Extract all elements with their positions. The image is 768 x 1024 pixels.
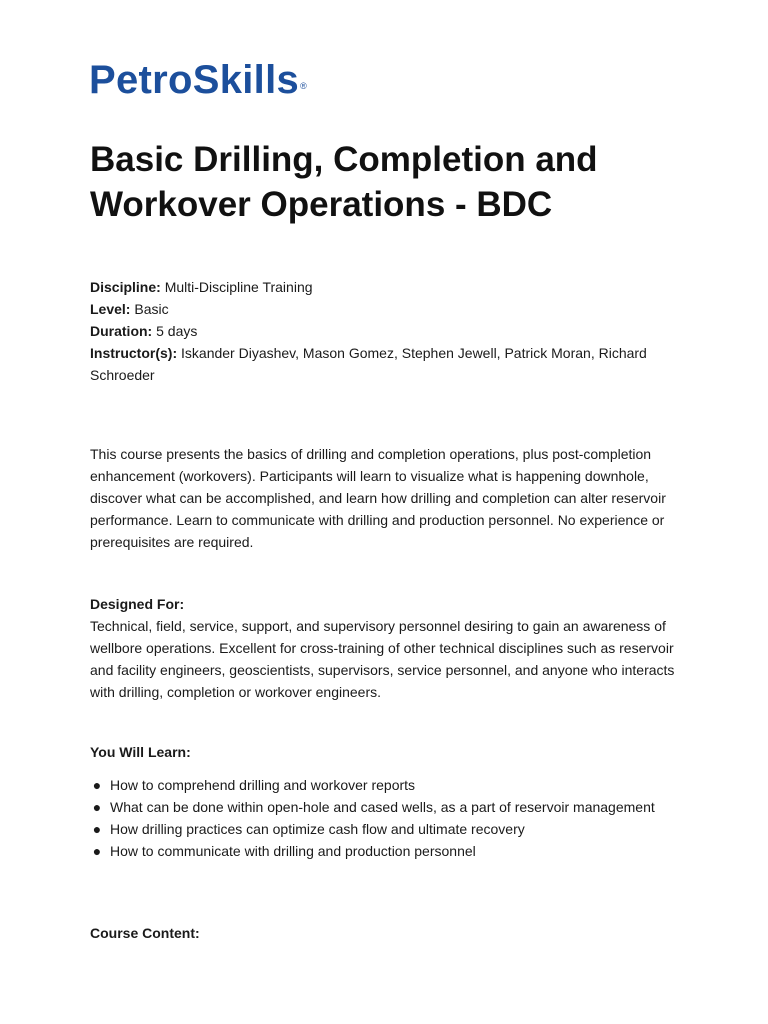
discipline-value: Multi-Discipline Training — [164, 279, 313, 295]
list-item-text: How to communicate with drilling and production personnel — [110, 843, 476, 859]
bullet-icon: ● — [92, 843, 102, 859]
you-will-learn-list — [90, 774, 690, 862]
level-value: Basic — [134, 301, 169, 317]
discipline-row — [90, 276, 710, 298]
petroskills-logo — [89, 58, 307, 102]
duration-label: Duration: — [90, 323, 153, 339]
course-meta — [90, 276, 710, 386]
level-row — [90, 298, 710, 320]
designed-for-text: Technical, field, service, support, and supervisory personnel desiring to gain an awareness of wellbore operations. Excellent for cross-training of other technical disciplines such as reservoir and facility engineers, geoscientists, supervisors, service personnel, and anyone who interacts with drilling, completion or workover engineers. — [90, 618, 675, 700]
list-item-text: What can be done within open-hole and cased wells, as a part of reservoir management — [110, 799, 655, 815]
registered-mark: ® — [300, 81, 307, 91]
level-label: Level: — [90, 301, 131, 317]
bullet-icon: ● — [92, 777, 102, 793]
list-item — [90, 818, 690, 840]
logo-text: PetroSkills — [89, 58, 300, 102]
course-title: Basic Drilling, Completion and Workover Operations - BDC — [90, 140, 598, 224]
list-item — [90, 774, 690, 796]
course-description: This course presents the basics of drilling and completion operations, plus post-completion enhancement (workovers). Participants will learn to visualize what is happening downhole, discover what can be accomplished, and learn how drilling and completion can alter reservoir performance. Learn to communicate with drilling and production personnel. No experience or prerequisites are required. — [90, 446, 666, 550]
bullet-icon: ● — [92, 821, 102, 837]
instructors-label: Instructor(s): — [90, 345, 178, 361]
list-item-text: How to comprehend drilling and workover reports — [110, 777, 416, 793]
list-item — [90, 840, 690, 862]
bullet-icon: ● — [92, 799, 102, 815]
list-item — [90, 796, 690, 818]
discipline-label: Discipline: — [90, 279, 161, 295]
duration-value: 5 days — [156, 323, 198, 339]
designed-for-section — [90, 593, 690, 703]
designed-for-heading: Designed For: — [90, 596, 185, 612]
course-content-heading: Course Content: — [90, 925, 200, 941]
duration-row — [90, 320, 710, 342]
instructors-row — [90, 342, 710, 386]
instructors-value: Iskander Diyashev, Mason Gomez, Stephen Jewell, Patrick Moran, Richard Schroeder — [90, 345, 647, 383]
you-will-learn-heading: You Will Learn: — [90, 744, 191, 760]
list-item-text: How drilling practices can optimize cash flow and ultimate recovery — [110, 821, 525, 837]
